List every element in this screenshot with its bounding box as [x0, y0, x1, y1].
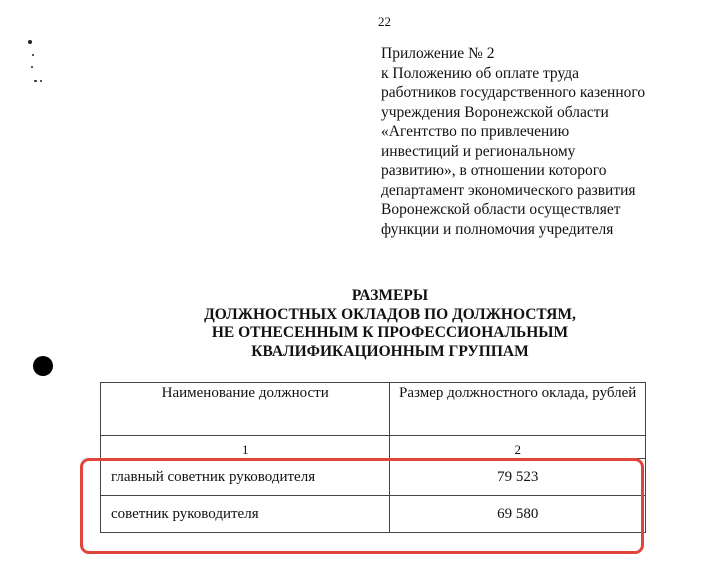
column-number: 2 — [390, 436, 646, 459]
appendix-line: к Положению об оплате труда — [381, 64, 580, 82]
header-position: Наименование должности — [101, 383, 390, 436]
table-row — [101, 459, 646, 496]
document-title — [120, 287, 660, 361]
appendix-line: Приложение № 2 — [381, 45, 495, 62]
page-number: 22 — [378, 14, 391, 29]
scan-artifacts — [26, 38, 46, 88]
appendix-line: работников государственного казенного — [381, 84, 646, 101]
title-line: КВАЛИФИКАЦИОННЫМ ГРУППАМ — [251, 342, 529, 360]
position-cell: главный советник руководителя — [101, 459, 390, 496]
title-line: НЕ ОТНЕСЕННЫМ К ПРОФЕССИОНАЛЬНЫМ — [211, 324, 569, 341]
bullet-dot-icon — [33, 356, 53, 376]
salary-table — [100, 382, 646, 533]
position-cell: советник руководителя — [101, 496, 390, 533]
column-number-row — [101, 436, 646, 459]
column-number: 1 — [101, 436, 390, 459]
title-line: РАЗМЕРЫ — [351, 287, 429, 304]
appendix-note — [381, 44, 701, 239]
appendix-line: развитию», в отношении которого — [381, 162, 607, 179]
appendix-line: инвестиций и региональному — [381, 142, 576, 160]
appendix-line: «Агентство по привлечению — [381, 123, 570, 140]
header-salary: Размер должностного оклада, рублей — [390, 383, 646, 436]
appendix-line: департамент экономического развития — [381, 181, 636, 199]
title-line: ДОЛЖНОСТНЫХ ОКЛАДОВ ПО ДОЛЖНОСТЯМ, — [204, 305, 576, 323]
appendix-line: функции и полномочия учредителя — [381, 220, 614, 238]
salary-cell: 79 523 — [390, 459, 646, 496]
table-row — [101, 496, 646, 533]
salary-cell: 69 580 — [390, 496, 646, 533]
appendix-line: учреждения Воронежской области — [381, 103, 609, 121]
table-header-row — [101, 383, 646, 436]
appendix-line: Воронежской области осуществляет — [381, 201, 621, 218]
